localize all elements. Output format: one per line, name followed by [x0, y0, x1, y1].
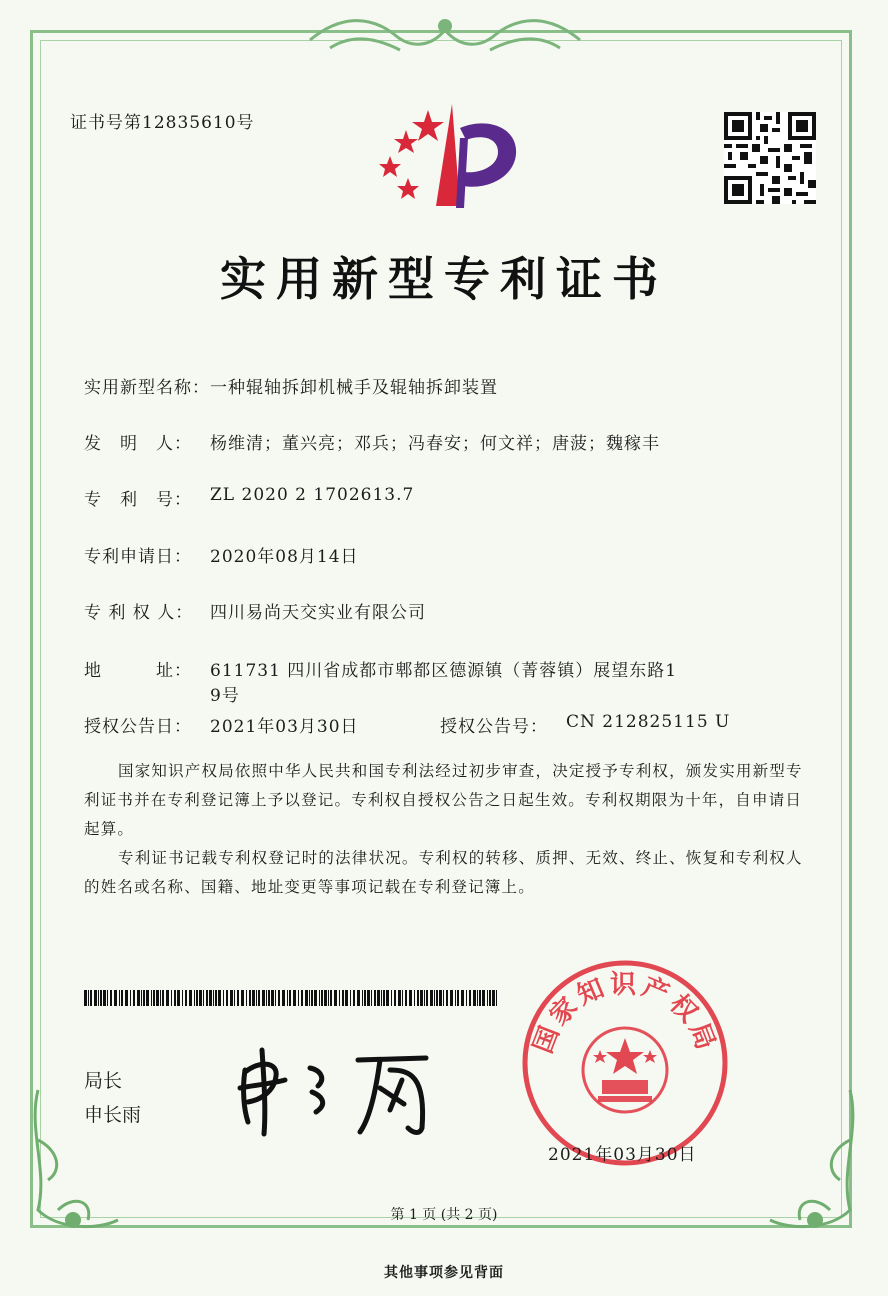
- inventor-value: 杨维清；董兴亮；邓兵；冯春安；何文祥；唐菠；魏稼丰: [210, 434, 660, 454]
- utility-model-name-label: 实用新型名称：: [84, 378, 210, 398]
- seal-date: 2021年03月30日: [548, 1145, 697, 1165]
- director-signature: [230, 1030, 440, 1140]
- patent-office-emblem: [368, 98, 528, 218]
- grant-number-value: CN 212825115 U: [566, 712, 731, 732]
- inventor-label: 发 明 人：: [84, 434, 192, 454]
- footer-note: 其他事项参见背面: [384, 1265, 504, 1281]
- address-label: 地 址：: [84, 661, 192, 681]
- certificate-number: 证书号第12835610号: [70, 113, 255, 133]
- grant-statement-paragraph: 国家知识产权局依照中华人民共和国专利法经过初步审查，决定授予专利权，颁发实用新型专利证书并在专利登记簿上予以登记。专利权自授权公告之日起生效。专利权期限为十年，自申请日起算。: [84, 762, 803, 838]
- page-number: 第 1 页 (共 2 页): [390, 1207, 498, 1223]
- certificate-title: 实用新型专利证书: [220, 252, 668, 306]
- qr-code: [724, 112, 816, 204]
- patentee-value: 四川易尚天交实业有限公司: [210, 603, 426, 623]
- director-name: 申长雨: [84, 1104, 142, 1126]
- utility-model-name-value: 一种辊轴拆卸机械手及辊轴拆卸装置: [210, 378, 498, 398]
- patentee-label: 专 利 权 人：: [84, 603, 194, 623]
- barcode: [84, 990, 500, 1006]
- seal-text: 国家知识产权局: [528, 970, 722, 1058]
- address-line-2: 9号: [210, 686, 240, 706]
- address-line-1: 611731 四川省成都市郫都区德源镇（菁蓉镇）展望东路1: [210, 661, 678, 681]
- grant-number-label: 授权公告号：: [440, 717, 548, 737]
- grant-date-label: 授权公告日：: [84, 717, 192, 737]
- filing-date-value: 2020年08月14日: [210, 547, 359, 567]
- grant-date-value: 2021年03月30日: [210, 717, 359, 737]
- top-ornament: [300, 10, 590, 60]
- legal-status-paragraph: 专利证书记载专利权登记时的法律状况。专利权的转移、质押、无效、终止、恢复和专利权人的姓名或名称、国籍、地址变更等事项记载在专利登记簿上。: [84, 849, 803, 896]
- patent-number-value: ZL 2020 2 1702613.7: [210, 485, 415, 505]
- bottom-right-ornament: [750, 1080, 870, 1250]
- official-seal: [520, 958, 730, 1168]
- patent-number-label: 专 利 号：: [84, 490, 192, 510]
- filing-date-label: 专利申请日：: [84, 547, 192, 567]
- director-title: 局长: [84, 1070, 123, 1092]
